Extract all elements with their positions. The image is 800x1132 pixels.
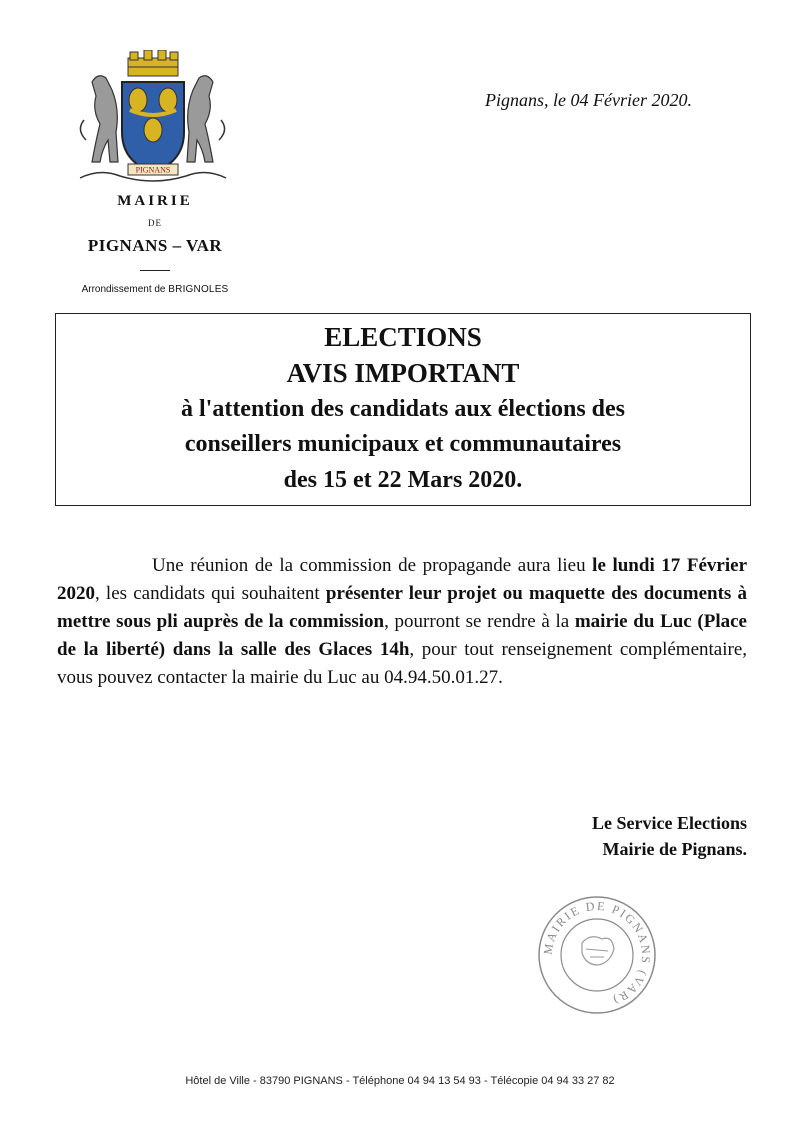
arrondissement-prefix: Arrondissement de xyxy=(81,284,166,295)
body-text-4: , pour tout renseignement complémentaire, vous pouvez contacter la mairie du Luc au 04.94.50.01.27. xyxy=(57,639,748,688)
svg-text:MAIRIE DE PIGNANS (VAR) xyxy=(541,899,654,1008)
signature-line-2: Mairie de Pignans. xyxy=(602,839,747,859)
header-divider xyxy=(140,270,170,271)
body-bold-date: le lundi 17 Février 2020 xyxy=(57,555,748,604)
title-line-5: des 15 et 22 Mars 2020. xyxy=(283,467,523,493)
de-label: DE xyxy=(148,218,162,228)
stamp-text: MAIRIE DE PIGNANS (VAR) xyxy=(540,898,654,1009)
arrondissement-line xyxy=(70,284,240,295)
date-line: Pignans, le 04 Février 2020. xyxy=(485,90,692,110)
signature-block xyxy=(592,810,747,862)
signature-line-1: Le Service Elections xyxy=(592,813,747,833)
coat-of-arms-icon xyxy=(70,50,235,190)
body-text-2: , les candidats qui souhaitent xyxy=(95,583,326,604)
official-stamp-icon xyxy=(532,893,662,1018)
title-line-2: AVIS IMPORTANT xyxy=(286,358,520,388)
title-line-1: ELECTIONS xyxy=(324,322,482,352)
body-bold-location: mairie du Luc (Place de la liberté) dans la salle des Glaces 14h xyxy=(57,611,747,660)
body-text-3: , pourront se rendre à la xyxy=(384,611,575,632)
body-text-1: Une réunion de la commission de propagande aura lieu xyxy=(152,555,593,576)
mairie-label: MAIRIE xyxy=(117,193,193,209)
title-box xyxy=(55,313,751,506)
logo-banner-text: PIGNANS xyxy=(135,165,171,175)
body-bold-project: présenter leur projet ou maquette des documents à mettre sous pli auprès de la commission xyxy=(57,583,747,632)
arrondissement-name: BRIGNOLES xyxy=(168,284,229,295)
footer-contact: Hôtel de Ville - 83790 PIGNANS - Téléphone 04 94 13 54 93 - Télécopie 04 94 33 27 82 xyxy=(185,1075,615,1087)
title-line-3: à l'attention des candidats aux élections des xyxy=(180,396,626,422)
town-label: PIGNANS – VAR xyxy=(87,236,223,255)
title-line-4: conseillers municipaux et communautaires xyxy=(184,431,622,457)
body-paragraph xyxy=(57,552,747,692)
